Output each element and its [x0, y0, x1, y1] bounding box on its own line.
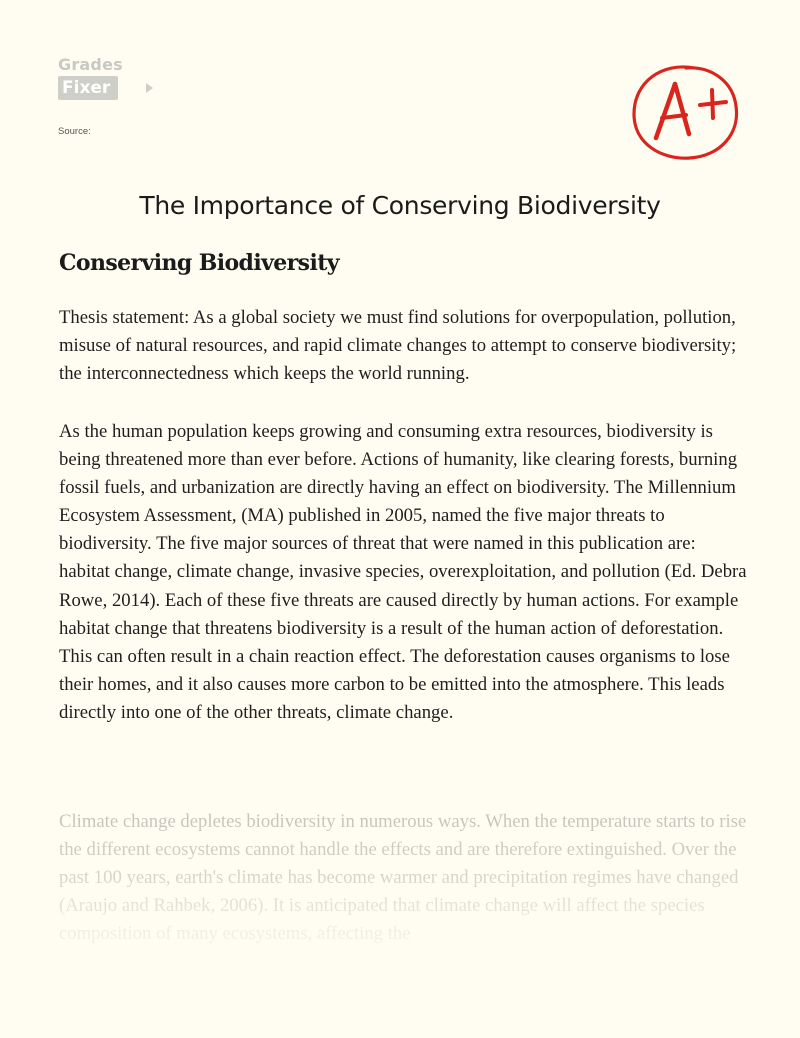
grade-badge-graphic — [628, 60, 744, 164]
grade-a-plus-badge — [628, 60, 744, 164]
page-title: The Importance of Conserving Biodiversity — [139, 191, 661, 220]
letter-a-right-stroke — [675, 84, 689, 134]
logo-wordmark-top: Grades — [58, 55, 123, 74]
section-heading: Conserving Biodiversity — [59, 250, 339, 276]
plus-horizontal — [700, 102, 726, 105]
logo-arrow-icon — [146, 83, 153, 93]
body-paragraph: As the human population keeps growing and consuming extra resources, biodiversity is being threatened more than ever before. Actions of humanity, like clearing forests, burning fossil fuels, and urbanization are directly having an effect on biodiversity. The Millennium Ecosystem Assessment, (MA) published in 2005, named the five major threats to biodiversity. The five major sources of threat that were named in this publication are: habitat change, climate change, invasive species, overexploitation, and pollution (Ed. Debra Rowe, 2014). Each of these five threats are caused directly by human actions. For example habitat change that threatens biodiversity is a result of the human action of deforestation. This can often result in a chain reaction effect. The deforestation causes organisms to lose their homes, and it also causes more carbon to be emitted into the atmosphere. This leads directly into one of the other threats, climate change. — [59, 421, 747, 723]
source-label: Source: — [58, 126, 91, 137]
gradesfixer-logo[interactable] — [58, 56, 158, 102]
thesis-paragraph: Thesis statement: As a global society we must find solutions for overpopulation, pollution, misuse of natural resources, and rapid climate changes to attempt to conserve biodiversity; the interconnectedness which keeps the world running. — [59, 307, 737, 385]
content-fade-overlay — [0, 796, 800, 1038]
letter-a-left-stroke — [656, 84, 675, 138]
logo-wordmark-bottom: Fixer — [58, 76, 118, 100]
